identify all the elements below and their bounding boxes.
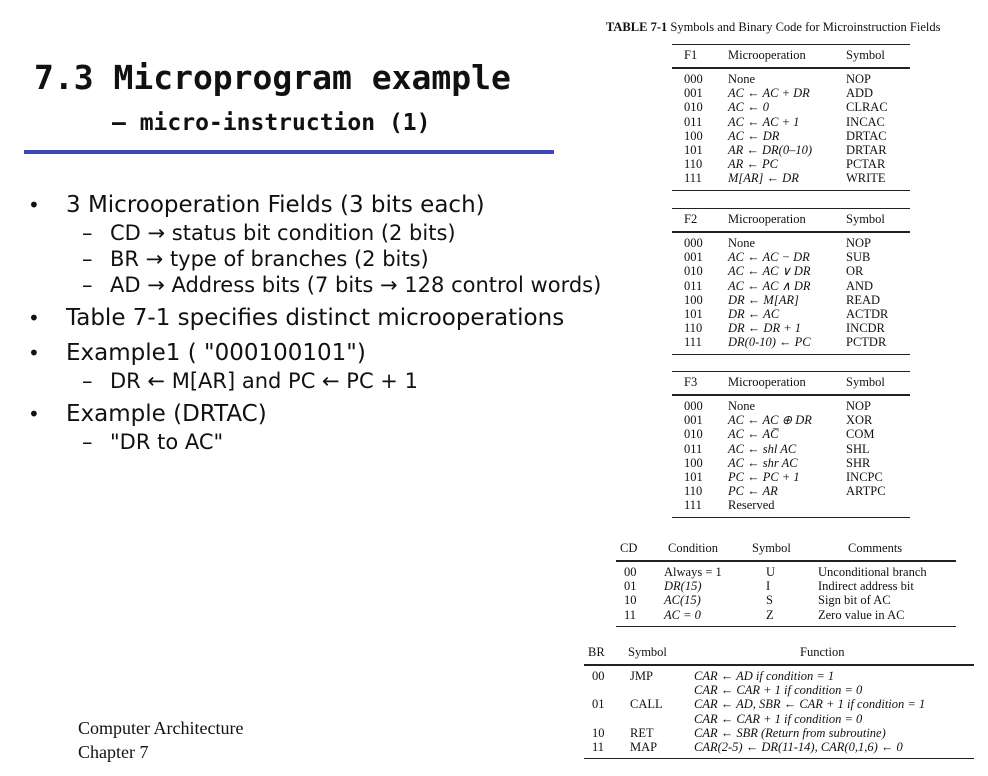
table-row: [672, 413, 910, 427]
table-cell: DR ← DR + 1: [728, 321, 802, 336]
header-cell: Microoperation: [728, 375, 806, 389]
table-row: [672, 293, 910, 307]
table-cell: CAR ← AD, SBR ← CAR + 1 if condition = 1: [694, 697, 926, 712]
table-cell: MAP: [630, 739, 658, 754]
table-cell: Indirect address bit: [818, 579, 914, 594]
cd-table: [616, 538, 956, 627]
table-cell: AC = 0: [664, 607, 701, 622]
bullet-item: • Table 7-1 specifies distinct microoperations: [28, 305, 565, 331]
table-cell: JMP: [630, 669, 653, 683]
bullet-list: [24, 190, 614, 455]
table-cell: DR(15): [664, 579, 702, 594]
table-cell: SUB: [846, 250, 871, 265]
header-cell: Comments: [848, 541, 903, 555]
header-cell: Function: [800, 645, 845, 659]
table-cell: ACTDR: [846, 306, 889, 321]
table-cell: 01: [624, 579, 637, 594]
header-cell: BR: [588, 645, 605, 659]
table-row: [672, 100, 910, 114]
table-cell: AC ← AC + DR: [728, 86, 810, 101]
header-cell: Symbol: [846, 375, 885, 389]
table-cell: AC(15): [664, 593, 701, 608]
table-cell: NOP: [846, 399, 872, 413]
table-cell: 101: [684, 469, 703, 484]
bullet-item: • Example (DRTAC): [28, 401, 267, 427]
table-row: [672, 484, 910, 498]
table-cell: INCAC: [846, 114, 885, 129]
table-row: [672, 399, 910, 413]
table-cell: NOP: [846, 72, 872, 86]
table-caption-text: Symbols and Binary Code for Microinstruction Fields: [670, 20, 941, 34]
table-row: [584, 726, 974, 740]
sub-bullet-text: DR ← M[AR] and PC ← PC + 1: [110, 369, 418, 393]
sub-bullet-item: – DR ← M[AR] and PC ← PC + 1: [82, 369, 418, 393]
table-cell: 010: [684, 264, 703, 279]
header-cell: Symbol: [752, 541, 791, 555]
table-cell: 001: [684, 86, 703, 101]
table-cell: INCPC: [846, 469, 883, 484]
table-cell: CAR ← AD if condition = 1: [694, 669, 835, 683]
table-row: [672, 86, 910, 100]
header-cell: Microoperation: [728, 212, 806, 226]
sub-bullet-text: AD → Address bits (7 bits → 128 control words): [110, 273, 602, 297]
footer-chapter: Chapter 7: [78, 742, 149, 762]
sub-bullet-text: "DR to AC": [110, 430, 224, 454]
table-cell: OR: [846, 264, 864, 279]
table-cell: WRITE: [846, 171, 886, 186]
table-row: [672, 72, 910, 86]
table-cell: 001: [684, 250, 703, 265]
table-cell: 11: [624, 607, 637, 622]
sub-bullet-text: BR → type of branches (2 bits): [110, 247, 429, 271]
table-cell: None: [728, 236, 756, 250]
table-cell: DR ← AC: [728, 306, 780, 321]
table-cell: 101: [684, 142, 703, 157]
table-cell: PC ← PC + 1: [728, 469, 800, 484]
table-row: [672, 129, 910, 143]
table-cell: Always = 1: [664, 565, 722, 579]
field-table-1: [672, 44, 910, 191]
table-cell: ADD: [846, 86, 874, 101]
table-cell: DR(0-10) ← PC: [728, 335, 811, 350]
table-cell: M[AR] ← DR: [728, 171, 799, 186]
table-row: [672, 171, 910, 185]
table-cell: 011: [684, 114, 703, 129]
table-row: [584, 740, 974, 754]
table-row: [616, 608, 956, 622]
header-cell: Microoperation: [728, 48, 806, 62]
table-cell: 111: [684, 335, 702, 350]
header-cell: Symbol: [628, 645, 667, 659]
table-row: [672, 498, 910, 512]
sub-bullet-item: – "DR to AC": [82, 430, 224, 454]
table-cell: 10: [592, 725, 605, 740]
table-cell: 111: [684, 171, 702, 186]
table-cell: DRTAR: [846, 142, 887, 157]
table-cell: 011: [684, 278, 703, 293]
table-cell: CLRAC: [846, 100, 888, 115]
field-table-3: [672, 371, 910, 518]
table-row: [616, 565, 956, 579]
footer: [78, 716, 243, 764]
table-cell: Z: [766, 607, 774, 622]
table-cell: AC ← shr AC: [728, 455, 798, 470]
table-cell: DR ← M[AR]: [728, 292, 799, 307]
table-cell: AC ← DR: [728, 128, 780, 143]
br-table-header: [584, 642, 974, 666]
table-cell: 100: [684, 455, 703, 470]
sub-bullet-text: CD → status bit condition (2 bits): [110, 221, 456, 245]
table-row: [672, 335, 910, 349]
title-divider: [24, 150, 554, 154]
table-cell: INCDR: [846, 321, 885, 336]
table-row: [672, 442, 910, 456]
table-row: [672, 157, 910, 171]
table-cell: PCTAR: [846, 157, 886, 172]
table-row: [672, 321, 910, 335]
table-cell: SHR: [846, 455, 871, 470]
table-cell: 001: [684, 413, 703, 428]
table-row: [672, 250, 910, 264]
table-cell: I: [766, 579, 771, 594]
table-cell: None: [728, 399, 756, 413]
bullet-item: • Example1 ( "000100101"): [28, 340, 366, 366]
table-cell: 00: [592, 669, 605, 683]
table-row: [672, 456, 910, 470]
table-row: [584, 697, 974, 711]
slide-subtitle: – micro-instruction (1): [112, 110, 431, 136]
table-cell: COM: [846, 427, 875, 442]
table-row: [672, 307, 910, 321]
table-cell: CAR ← CAR + 1 if condition = 0: [694, 683, 863, 698]
sub-bullet-item: – AD → Address bits (7 bits → 128 control words): [82, 273, 602, 297]
sub-bullet-item: – CD → status bit condition (2 bits): [82, 221, 456, 245]
header-cell: Condition: [668, 541, 719, 555]
table-cell: RET: [630, 725, 654, 740]
table-cell: AC ← AC ⊕ DR: [728, 413, 812, 428]
slide-title: 7.3 Microprogram example: [34, 58, 511, 97]
footer-course: Computer Architecture: [78, 718, 244, 738]
table-cell: 00: [624, 565, 637, 579]
table-cell: 110: [684, 321, 703, 336]
field-table-header: [672, 208, 910, 233]
table-cell: AND: [846, 278, 874, 293]
table-cell: Unconditional branch: [818, 565, 927, 579]
table-cell: 000: [684, 399, 703, 413]
table-row: [672, 115, 910, 129]
table-cell: 010: [684, 100, 703, 115]
table-cell: 100: [684, 292, 703, 307]
table-cell: 110: [684, 484, 703, 499]
table-cell: 000: [684, 236, 703, 250]
table-cell: S: [766, 593, 773, 608]
table-cell: AR ← PC: [728, 157, 778, 172]
header-cell: Symbol: [846, 212, 885, 226]
table-cell: PCTDR: [846, 335, 887, 350]
bullet-text: Example1 ( "000100101"): [66, 340, 366, 366]
table-cell: AC ← shl AC: [728, 441, 797, 456]
table-cell: 000: [684, 72, 703, 86]
table-cell: 110: [684, 157, 703, 172]
table-cell: NOP: [846, 236, 872, 250]
table-row: [616, 579, 956, 593]
table-cell: AC ← AC ∧ DR: [728, 278, 811, 293]
table-cell: CAR ← CAR + 1 if condition = 0: [694, 711, 863, 726]
table-cell: AC ← AC − DR: [728, 250, 810, 265]
table-row: [672, 279, 910, 293]
table-caption: [606, 20, 941, 35]
cd-table-header: [616, 538, 956, 562]
table-row: [672, 236, 910, 250]
table-cell: AC ← AC ∨ DR: [728, 264, 811, 279]
bullet-item: • 3 Microoperation Fields (3 bits each): [28, 192, 485, 218]
table-cell: CALL: [630, 697, 663, 712]
table-cell: 01: [592, 697, 605, 712]
table-row: [616, 593, 956, 607]
table-row: [672, 264, 910, 278]
bullet-text: Example (DRTAC): [66, 401, 267, 427]
table-row: [672, 143, 910, 157]
table-row: [584, 712, 974, 726]
table-cell: AC ← 0: [728, 100, 769, 115]
table-cell: 101: [684, 306, 703, 321]
br-table: [584, 642, 974, 759]
header-cell: CD: [620, 541, 638, 555]
table-cell: 100: [684, 128, 703, 143]
table-cell: AR ← DR(0–10): [728, 142, 813, 157]
header-cell: F1: [684, 48, 698, 62]
table-cell: 11: [592, 739, 605, 754]
bullet-text: Table 7-1 specifies distinct microoperations: [66, 305, 565, 331]
table-cell: CAR ← SBR (Return from subroutine): [694, 725, 886, 740]
table-cell: ARTPC: [846, 484, 886, 499]
table-cell: 010: [684, 427, 703, 442]
field-table-header: [672, 371, 910, 396]
table-cell: XOR: [846, 413, 873, 428]
table-row: [672, 427, 910, 441]
table-cell: 111: [684, 498, 702, 513]
table-cell: U: [766, 565, 776, 579]
table-row: [584, 669, 974, 683]
header-cell: Symbol: [846, 48, 885, 62]
table-cell: Sign bit of AC: [818, 593, 891, 608]
table-cell: None: [728, 72, 756, 86]
table-cell: Reserved: [728, 498, 775, 513]
table-cell: 011: [684, 441, 703, 456]
table-cell: AC ← AC̅: [728, 427, 779, 442]
table-cell: READ: [846, 292, 881, 307]
table-cell: 10: [624, 593, 637, 608]
field-table-2: [672, 208, 910, 355]
table-cell: AC ← AC + 1: [728, 114, 800, 129]
table-cell: CAR(2-5) ← DR(11-14), CAR(0,1,6) ← 0: [694, 739, 903, 754]
bullet-text: 3 Microoperation Fields (3 bits each): [66, 192, 485, 218]
table-cell: DRTAC: [846, 128, 887, 143]
field-table-header: [672, 44, 910, 69]
table-caption-label: TABLE 7-1: [606, 20, 668, 34]
sub-bullet-item: – BR → type of branches (2 bits): [82, 247, 429, 271]
table-row: [672, 470, 910, 484]
table-cell: Zero value in AC: [818, 607, 905, 622]
header-cell: F3: [684, 375, 698, 389]
table-row: [584, 683, 974, 697]
table-cell: SHL: [846, 441, 870, 456]
table-cell: PC ← AR: [728, 484, 778, 499]
header-cell: F2: [684, 212, 698, 226]
